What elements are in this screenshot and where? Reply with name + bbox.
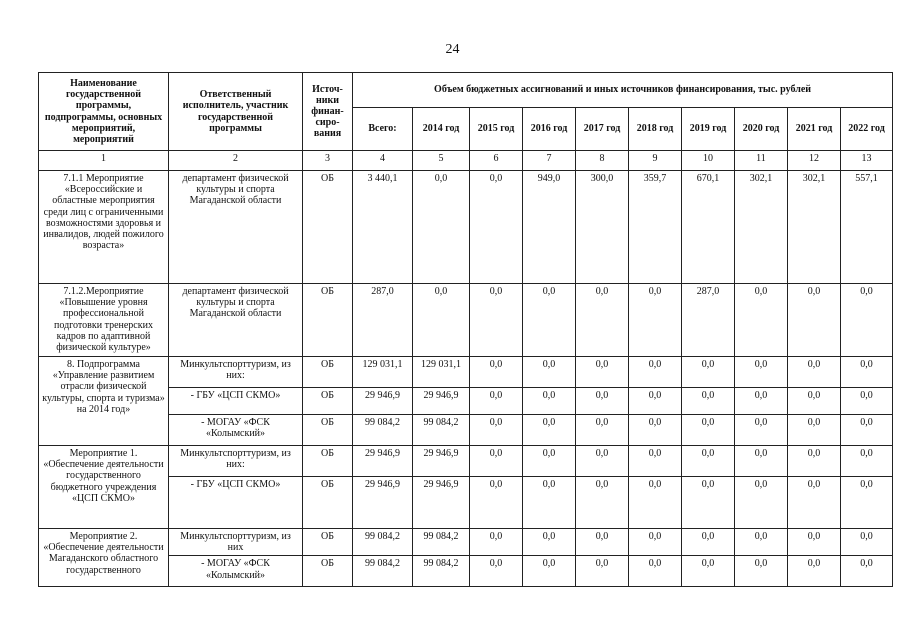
- row-value: 0,0: [629, 388, 682, 415]
- row-value: 29 946,9: [353, 388, 413, 415]
- row-value: 29 946,9: [353, 446, 413, 477]
- row-value: 0,0: [523, 415, 576, 446]
- header-total: Всего:: [353, 108, 413, 151]
- header-year: 2017 год: [576, 108, 629, 151]
- row-value: 0,0: [735, 388, 788, 415]
- column-number: 5: [413, 151, 470, 171]
- column-number: 12: [788, 151, 841, 171]
- row-source: ОБ: [303, 284, 353, 357]
- header-source: Источ-ники финан-сиро-вания: [303, 73, 353, 151]
- row-value: 0,0: [788, 388, 841, 415]
- row-value: 0,0: [470, 171, 523, 284]
- table-row: [39, 446, 893, 477]
- row-value: 0,0: [576, 415, 629, 446]
- row-executor: Минкультспорттуризм, из них:: [169, 357, 303, 388]
- row-value: 0,0: [470, 477, 523, 529]
- row-value: 0,0: [682, 477, 735, 529]
- row-value: 0,0: [841, 415, 893, 446]
- row-value: 0,0: [788, 529, 841, 556]
- row-value: 0,0: [523, 357, 576, 388]
- row-value: 0,0: [523, 446, 576, 477]
- page-number: 24: [445, 42, 460, 57]
- row-value: 0,0: [629, 477, 682, 529]
- row-value: 359,7: [629, 171, 682, 284]
- row-value: 0,0: [470, 388, 523, 415]
- row-value: 0,0: [788, 446, 841, 477]
- row-value: 0,0: [470, 357, 523, 388]
- row-value: 29 946,9: [353, 477, 413, 529]
- row-value: 0,0: [576, 284, 629, 357]
- row-value: 0,0: [788, 477, 841, 529]
- row-value: 0,0: [682, 556, 735, 587]
- row-value: 0,0: [523, 388, 576, 415]
- row-value: 0,0: [841, 556, 893, 587]
- header-year: 2018 год: [629, 108, 682, 151]
- row-value: 0,0: [682, 357, 735, 388]
- row-value: 0,0: [735, 529, 788, 556]
- column-number: 1: [39, 151, 169, 171]
- row-value: 0,0: [629, 284, 682, 357]
- row-value: 0,0: [682, 446, 735, 477]
- header-name: Наименование государственной программы, подпрограммы, основных мероприятий, мероприятий: [39, 73, 169, 151]
- row-value: 0,0: [576, 357, 629, 388]
- row-value: 0,0: [523, 529, 576, 556]
- row-value: 302,1: [788, 171, 841, 284]
- row-value: 0,0: [735, 284, 788, 357]
- row-executor: - МОГАУ «ФСК «Колымский»: [169, 556, 303, 587]
- row-value: 0,0: [470, 529, 523, 556]
- row-value: 29 946,9: [413, 477, 470, 529]
- column-number: 11: [735, 151, 788, 171]
- row-value: 0,0: [576, 446, 629, 477]
- header-executor: Ответственный исполнитель, участник государственной программы: [169, 73, 303, 151]
- row-source: ОБ: [303, 388, 353, 415]
- column-number: 8: [576, 151, 629, 171]
- row-value: 0,0: [788, 284, 841, 357]
- row-name: 7.1.2.Мероприятие «Повышение уровня профессиональной подготовки тренерских кадров по адаптивной физической культуре»: [39, 284, 169, 357]
- budget-table: [38, 72, 893, 587]
- row-value: 0,0: [470, 415, 523, 446]
- activity-name: Мероприятие 2. «Обеспечение деятельности Магаданского областного государственного: [39, 529, 169, 587]
- row-value: 99 084,2: [413, 529, 470, 556]
- activity-name: Мероприятие 1. «Обеспечение деятельности государственного бюджетного учреждения «ЦСП СКМО»: [39, 446, 169, 529]
- row-value: 287,0: [682, 284, 735, 357]
- row-value: 0,0: [682, 388, 735, 415]
- row-source: ОБ: [303, 529, 353, 556]
- header-year: 2015 год: [470, 108, 523, 151]
- row-source: ОБ: [303, 556, 353, 587]
- row-value: 0,0: [523, 556, 576, 587]
- row-value: 0,0: [629, 446, 682, 477]
- row-value: 302,1: [735, 171, 788, 284]
- row-value: 0,0: [629, 357, 682, 388]
- row-executor: Минкультспорттуризм, из них:: [169, 446, 303, 477]
- row-value: 99 084,2: [353, 415, 413, 446]
- table-row: [39, 529, 893, 556]
- row-value: 0,0: [576, 556, 629, 587]
- row-value: 949,0: [523, 171, 576, 284]
- column-number: 3: [303, 151, 353, 171]
- row-value: 0,0: [470, 284, 523, 357]
- column-number: 6: [470, 151, 523, 171]
- row-value: 0,0: [629, 415, 682, 446]
- row-source: ОБ: [303, 415, 353, 446]
- header-year: 2022 год: [841, 108, 893, 151]
- column-number: 10: [682, 151, 735, 171]
- column-number-row: [39, 151, 893, 171]
- row-executor: - МОГАУ «ФСК «Колымский»: [169, 415, 303, 446]
- row-executor: департамент физической культуры и спорта Магаданской области: [169, 171, 303, 284]
- table-row: [39, 284, 893, 357]
- row-executor: Минкультспорттуризм, из них: [169, 529, 303, 556]
- row-value: 0,0: [841, 529, 893, 556]
- header-year: 2016 год: [523, 108, 576, 151]
- row-value: 287,0: [353, 284, 413, 357]
- row-executor: департамент физической культуры и спорта Магаданской области: [169, 284, 303, 357]
- row-value: 0,0: [413, 284, 470, 357]
- row-value: 0,0: [841, 446, 893, 477]
- row-value: 557,1: [841, 171, 893, 284]
- row-value: 670,1: [682, 171, 735, 284]
- row-value: 0,0: [788, 556, 841, 587]
- row-value: 0,0: [629, 556, 682, 587]
- column-number: 2: [169, 151, 303, 171]
- row-value: 99 084,2: [413, 556, 470, 587]
- row-source: ОБ: [303, 171, 353, 284]
- row-value: 0,0: [841, 477, 893, 529]
- row-executor: - ГБУ «ЦСП СКМО»: [169, 477, 303, 529]
- column-number: 9: [629, 151, 682, 171]
- row-name: 7.1.1 Мероприятие «Всероссийские и областные мероприятия среди лиц с ограниченными возможностями здоровья и инвалидов, людей пожилого возраста»: [39, 171, 169, 284]
- column-number: 7: [523, 151, 576, 171]
- row-executor: - ГБУ «ЦСП СКМО»: [169, 388, 303, 415]
- row-value: 129 031,1: [353, 357, 413, 388]
- row-value: 0,0: [470, 446, 523, 477]
- row-value: 99 084,2: [353, 529, 413, 556]
- row-value: 0,0: [413, 171, 470, 284]
- row-value: 0,0: [576, 388, 629, 415]
- row-value: 29 946,9: [413, 388, 470, 415]
- row-value: 0,0: [629, 529, 682, 556]
- table-row: [39, 171, 893, 284]
- row-value: 0,0: [788, 415, 841, 446]
- row-value: 99 084,2: [413, 415, 470, 446]
- subprogram-name: 8. Подпрограмма «Управление развитием отрасли физической культуры, спорта и туризма» на 2014 год»: [39, 357, 169, 446]
- row-value: 0,0: [841, 357, 893, 388]
- row-value: 0,0: [788, 357, 841, 388]
- row-source: ОБ: [303, 477, 353, 529]
- row-value: 0,0: [523, 477, 576, 529]
- header-year: 2020 год: [735, 108, 788, 151]
- column-number: 13: [841, 151, 893, 171]
- row-value: 0,0: [735, 446, 788, 477]
- row-value: 0,0: [682, 415, 735, 446]
- row-value: 0,0: [735, 415, 788, 446]
- row-value: 99 084,2: [353, 556, 413, 587]
- row-value: 0,0: [470, 556, 523, 587]
- row-value: 0,0: [841, 388, 893, 415]
- table-row: [39, 357, 893, 388]
- header-year: 2021 год: [788, 108, 841, 151]
- row-value: 0,0: [523, 284, 576, 357]
- header-volume: Объем бюджетных ассигнований и иных источников финансирования, тыс. рублей: [353, 73, 893, 108]
- row-value: 0,0: [576, 477, 629, 529]
- row-value: 29 946,9: [413, 446, 470, 477]
- row-value: 0,0: [735, 556, 788, 587]
- row-value: 0,0: [682, 529, 735, 556]
- row-value: 3 440,1: [353, 171, 413, 284]
- row-source: ОБ: [303, 357, 353, 388]
- row-value: 0,0: [735, 477, 788, 529]
- header-year: 2014 год: [413, 108, 470, 151]
- row-value: 129 031,1: [413, 357, 470, 388]
- header-year: 2019 год: [682, 108, 735, 151]
- row-value: 0,0: [576, 529, 629, 556]
- row-value: 300,0: [576, 171, 629, 284]
- column-number: 4: [353, 151, 413, 171]
- row-value: 0,0: [735, 357, 788, 388]
- row-source: ОБ: [303, 446, 353, 477]
- row-value: 0,0: [841, 284, 893, 357]
